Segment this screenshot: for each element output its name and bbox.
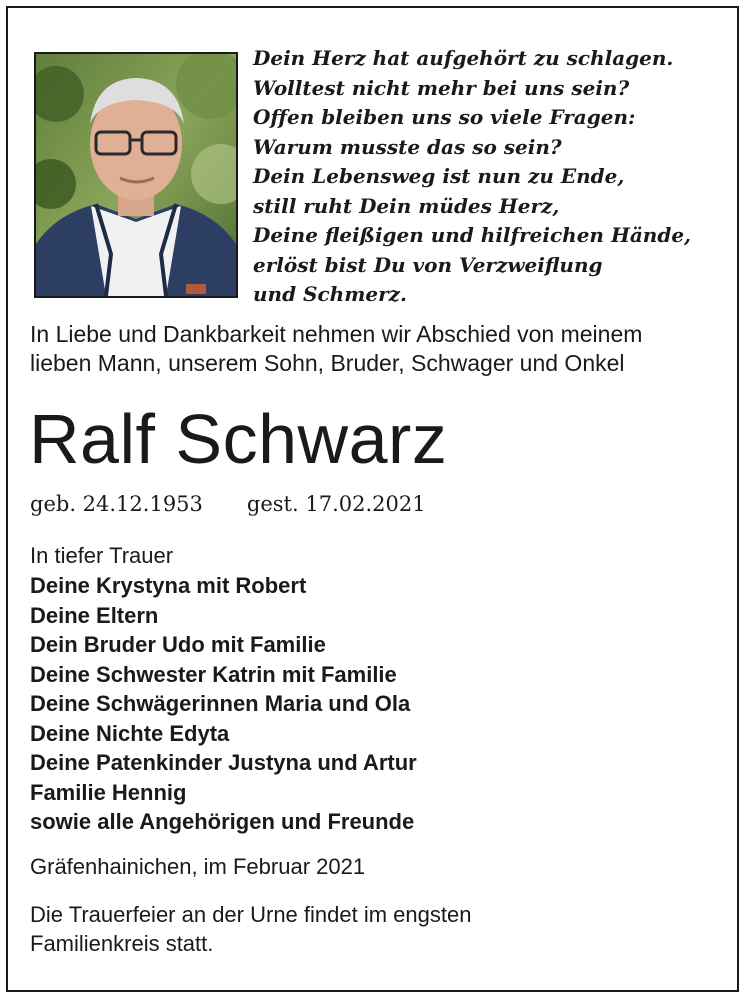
death-date: gest. 17.02.2021 bbox=[246, 492, 426, 516]
poem-line: Deine fleißigen und hilfreichen Hände, bbox=[253, 223, 692, 247]
funeral-line: Familienkreis statt. bbox=[30, 931, 214, 956]
farewell-intro bbox=[30, 320, 642, 378]
poem-line: Offen bleiben uns so viele Fragen: bbox=[253, 105, 636, 129]
poem-line: Dein Lebensweg ist nun zu Ende, bbox=[253, 164, 625, 188]
mourner: Deine Eltern bbox=[30, 602, 159, 628]
funeral-notice bbox=[30, 900, 471, 958]
mourner: Dein Bruder Udo mit Familie bbox=[30, 632, 326, 657]
place-and-date: Gräfenhainichen, im Februar 2021 bbox=[30, 854, 366, 879]
intro-line: In Liebe und Dankbarkeit nehmen wir Abschied von meinem bbox=[30, 321, 643, 347]
mourners-list bbox=[30, 571, 417, 837]
poem-line: erlöst bist Du von Verzweiflung bbox=[253, 252, 603, 277]
birth-date: geb. 24.12.1953 bbox=[30, 492, 203, 516]
mourner: Deine Krystyna mit Robert bbox=[30, 573, 307, 598]
mourner: Familie Hennig bbox=[30, 779, 187, 805]
mourner: sowie alle Angehörigen und Freunde bbox=[30, 809, 415, 834]
poem-line: still ruht Dein müdes Herz, bbox=[253, 193, 560, 218]
deceased-name: Ralf Schwarz bbox=[29, 400, 448, 478]
poem-line: Dein Herz hat aufgehört zu schlagen. bbox=[253, 46, 674, 70]
funeral-line: Die Trauerfeier an der Urne findet im engsten bbox=[30, 902, 472, 927]
intro-line: lieben Mann, unserem Sohn, Bruder, Schwager und Onkel bbox=[30, 350, 625, 376]
poem-line: Warum musste das so sein? bbox=[253, 134, 562, 159]
portrait-photo bbox=[34, 52, 238, 298]
poem-line: Wolltest nicht mehr bei uns sein? bbox=[253, 75, 630, 100]
poem bbox=[253, 44, 691, 310]
mourner: Deine Patenkinder Justyna und Artur bbox=[30, 750, 417, 775]
portrait-illustration bbox=[36, 54, 236, 296]
life-dates bbox=[30, 489, 426, 519]
grief-intro: In tiefer Trauer bbox=[30, 543, 174, 568]
poem-line: und Schmerz. bbox=[253, 282, 407, 306]
mourner: Deine Nichte Edyta bbox=[30, 720, 230, 746]
mourner: Deine Schwägerinnen Maria und Ola bbox=[30, 691, 411, 716]
mourner: Deine Schwester Katrin mit Familie bbox=[30, 661, 397, 687]
